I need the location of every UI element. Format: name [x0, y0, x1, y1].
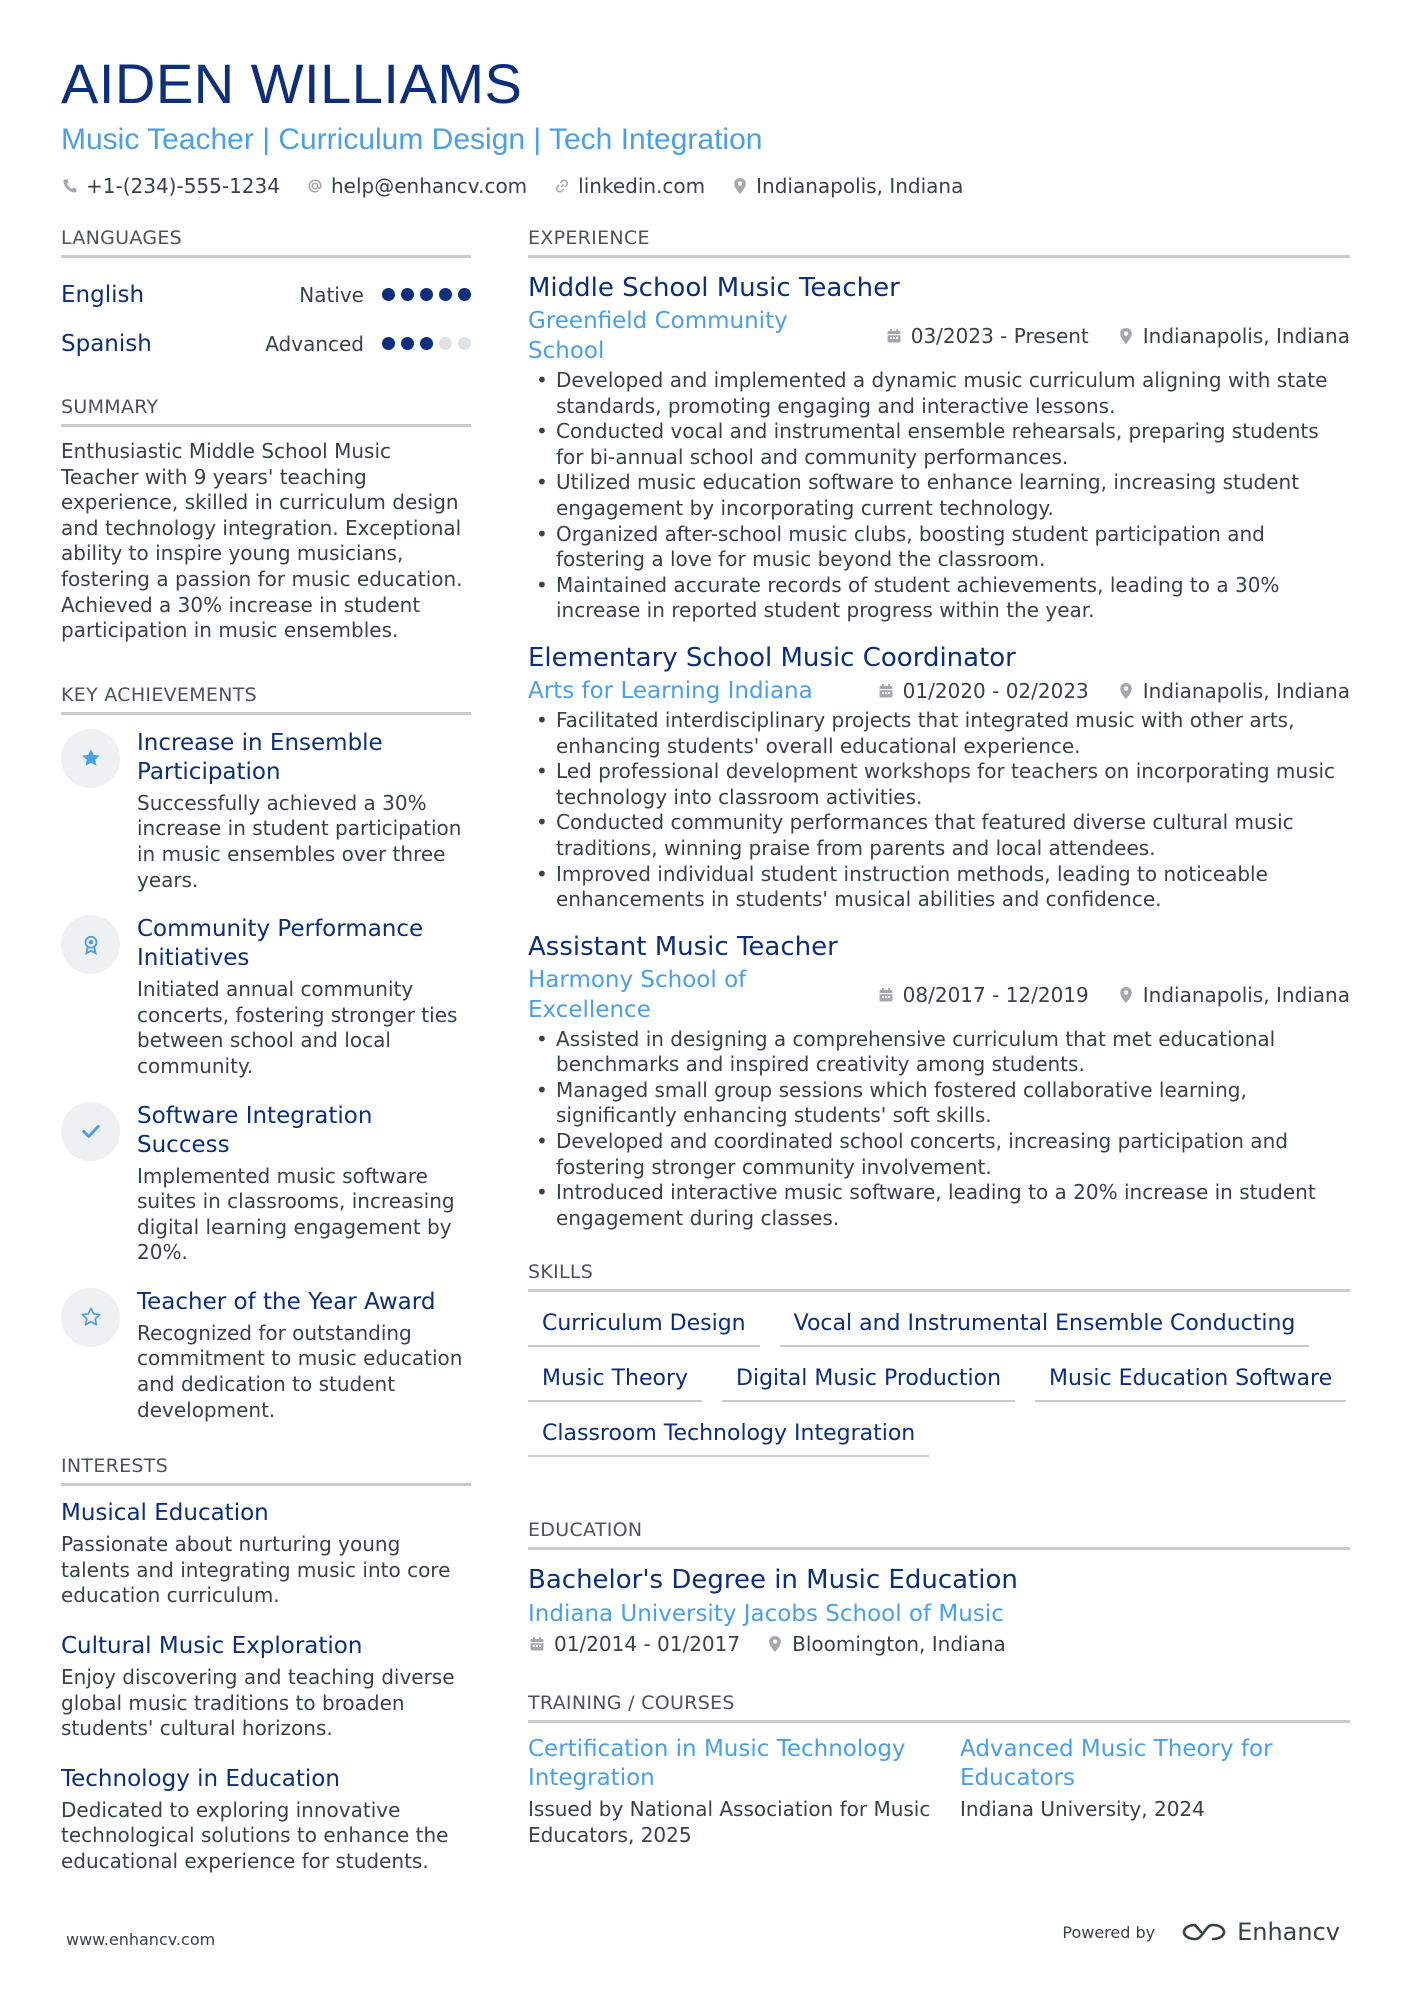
education-heading: EDUCATION: [528, 1517, 1350, 1550]
interest-desc: Dedicated to exploring innovative technological solutions to enhance the educational experience for students.: [61, 1797, 449, 1873]
interest-desc: Enjoy discovering and teaching diverse global music traditions to broaden students' cultural horizons.: [61, 1665, 455, 1741]
linkedin-text[interactable]: linkedin.com: [578, 174, 706, 198]
achievements-section: [61, 682, 471, 1424]
location-pin-icon: [1117, 682, 1135, 700]
candidate-name: AIDEN WILLIAMS: [61, 52, 523, 115]
rating-dot-filled: [401, 337, 414, 350]
job-dates: [885, 321, 1089, 351]
calendar-icon: [877, 986, 895, 1004]
summary-section: [61, 394, 471, 644]
skills-heading: SKILLS: [528, 1259, 1350, 1292]
course-item: [528, 1735, 960, 1848]
contact-phone: [61, 174, 280, 198]
right-column: [528, 225, 1350, 1849]
job-bullet: • Facilitated interdisciplinary projects that integrated music with other arts, enhancing students' overall educational experience.: [528, 708, 1350, 759]
job-bullet: • Managed small group sessions which fostered collaborative learning, significantly enhancing students' soft skills.: [528, 1078, 1350, 1129]
achievement-desc: Initiated annual community concerts, fostering stronger ties between school and local community.: [137, 977, 458, 1078]
job-location: [1117, 980, 1350, 1010]
course-title: Certification in Music Technology Integration: [528, 1736, 906, 1792]
achievement-item: [61, 1102, 471, 1266]
job-bullet: • Developed and implemented a dynamic music curriculum aligning with state standards, promoting engaging and interactive lessons.: [528, 368, 1350, 419]
achievements-heading: KEY ACHIEVEMENTS: [61, 682, 471, 715]
rating-dot-filled: [420, 288, 433, 301]
phone-icon: [61, 177, 79, 195]
email-text[interactable]: help@enhancv.com: [330, 174, 528, 198]
interest-title: Musical Education: [61, 1500, 269, 1527]
language-item: [61, 319, 471, 368]
location-pin-icon: [1117, 986, 1135, 1004]
job-dates: [877, 980, 1089, 1010]
skill-tag: Vocal and Instrumental Ensemble Conducting: [780, 1304, 1310, 1347]
skill-tag: Curriculum Design: [528, 1304, 760, 1347]
job-company: Harmony School of Excellence: [528, 966, 747, 1023]
job-meta: [528, 676, 1350, 706]
candidate-tagline: Music Teacher | Curriculum Design | Tech Integration: [61, 123, 763, 156]
rating-dot-filled: [439, 288, 452, 301]
skill-tag: Music Education Software: [1035, 1359, 1346, 1402]
job-dates: [877, 676, 1089, 706]
achievement-desc: Recognized for outstanding commitment to music education and dedication to student development.: [137, 1320, 463, 1422]
rating-dot-filled: [420, 337, 433, 350]
skill-tag: Music Theory: [528, 1359, 702, 1402]
education-section: [528, 1517, 1350, 1656]
interest-item: [61, 1631, 471, 1742]
skills-list: [528, 1304, 1350, 1457]
brand-logo[interactable]: [1181, 1918, 1340, 1946]
job-entry: [528, 640, 1350, 913]
job-bullet: • Introduced interactive music software, leading to a 20% increase in student engagement during classes.: [528, 1180, 1350, 1231]
at-sign-icon: [306, 177, 324, 195]
rating-dot-filled: [401, 288, 414, 301]
job-dates-text: 08/2017 - 12/2019: [902, 982, 1089, 1007]
job-meta: [528, 965, 1350, 1025]
language-name: English: [61, 281, 145, 308]
calendar-icon: [885, 327, 903, 345]
location-text: Indianapolis, Indiana: [756, 174, 964, 198]
award-ribbon-icon: [61, 915, 120, 974]
rating-dot-filled: [458, 288, 471, 301]
skill-tag: Classroom Technology Integration: [528, 1414, 929, 1457]
job-location-text: Indianapolis, Indiana: [1142, 678, 1350, 703]
location-pin-icon: [1117, 327, 1135, 345]
interest-item: [61, 1498, 471, 1609]
language-name: Spanish: [61, 330, 152, 357]
powered-by-label: Powered by: [1062, 1922, 1156, 1942]
footer-branding: [1062, 1918, 1340, 1946]
language-rating: [382, 337, 471, 350]
course-item: [960, 1735, 1350, 1848]
checkmark-icon: [61, 1102, 120, 1161]
interests-heading: INTERESTS: [61, 1453, 471, 1486]
contact-linkedin: [553, 174, 705, 198]
left-column: [61, 225, 471, 1897]
courses-heading: TRAINING / COURSES: [528, 1690, 1350, 1723]
job-bullet: • Conducted vocal and instrumental ensemble rehearsals, preparing students for bi-annual school and community performances.: [528, 419, 1350, 470]
job-dates-text: 01/2020 - 02/2023: [902, 678, 1089, 703]
contact-email: [306, 174, 527, 198]
job-bullet: • Led professional development workshops for teachers on incorporating music technology into classroom activities.: [528, 759, 1350, 810]
job-bullet: • Maintained accurate records of student achievements, leading to a 30% increase in reported student progress within the year.: [528, 573, 1350, 624]
job-bullets: [528, 708, 1350, 913]
job-location: [1117, 676, 1350, 706]
job-bullets: [528, 1027, 1350, 1232]
job-location-text: Indianapolis, Indiana: [1142, 324, 1350, 348]
languages-heading: LANGUAGES: [61, 225, 471, 258]
contact-location: [731, 174, 963, 198]
location-pin-icon: [731, 177, 749, 195]
job-title: Elementary School Music Coordinator: [528, 642, 1016, 673]
resume-header: [61, 48, 1361, 198]
achievement-title: Community Performance Initiatives: [137, 916, 424, 972]
education-degree: Bachelor's Degree in Music Education: [528, 1565, 1018, 1596]
education-location: [766, 1632, 1006, 1656]
rating-dot-filled: [382, 288, 395, 301]
skills-section: [528, 1259, 1350, 1457]
courses-list: [528, 1735, 1350, 1848]
education-meta: [528, 1632, 1350, 1656]
link-icon: [553, 177, 571, 195]
job-location: [1117, 321, 1350, 351]
skill-tag: Digital Music Production: [722, 1359, 1015, 1402]
interest-title: Cultural Music Exploration: [61, 1633, 363, 1660]
job-title: Middle School Music Teacher: [528, 273, 900, 303]
calendar-icon: [877, 682, 895, 700]
summary-text: Enthusiastic Middle School Music Teacher with 9 years' teaching experience, skilled in curriculum design and technology integration. Exceptional ability to inspire young musicians, fostering a passion for music education. Achieved a 30% increase in student participation in music ensembles.: [61, 439, 463, 643]
phone-text[interactable]: +1-(234)-555-1234: [86, 174, 280, 198]
job-bullets: [528, 368, 1350, 624]
job-bullet: • Improved individual student instruction methods, leading to noticeable enhancements in students' musical abilities and confidence.: [528, 862, 1350, 913]
job-entry: [528, 270, 1350, 624]
interest-desc: Passionate about nurturing young talents and integrating music into core education curriculum.: [61, 1532, 451, 1608]
job-bullet: • Conducted community performances that featured diverse cultural music traditions, winning praise from parents and local attendees.: [528, 810, 1350, 861]
job-bullet: • Assisted in designing a comprehensive curriculum that met educational benchmarks and inspired creativity among students.: [528, 1027, 1350, 1078]
education-dates: [528, 1632, 740, 1656]
job-title: Assistant Music Teacher: [528, 931, 838, 962]
language-level: Native: [299, 282, 364, 307]
enhancv-logo-icon: [1181, 1920, 1227, 1944]
achievement-item: [61, 729, 471, 893]
achievement-title: Software Integration Success: [137, 1102, 373, 1158]
education-dates-text: 01/2014 - 01/2017: [554, 1632, 741, 1657]
job-company: Arts for Learning Indiana: [528, 677, 813, 704]
language-level: Advanced: [265, 331, 364, 356]
education-location-text: Bloomington, Indiana: [792, 1632, 1006, 1657]
experience-section: [528, 225, 1350, 1231]
achievement-title: Teacher of the Year Award: [137, 1288, 436, 1315]
achievement-item: [61, 915, 471, 1079]
rating-dot-empty: [458, 337, 471, 350]
achievement-item: [61, 1288, 471, 1423]
rating-dot-empty: [439, 337, 452, 350]
interests-section: [61, 1453, 471, 1874]
course-title: Advanced Music Theory for Educators: [960, 1736, 1273, 1792]
footer-website[interactable]: www.enhancv.com: [66, 1930, 216, 1949]
job-meta: [528, 306, 1350, 366]
brand-name: Enhancv: [1237, 1918, 1340, 1946]
job-company: Greenfield Community School: [528, 308, 788, 364]
achievement-desc: Implemented music software suites in classrooms, increasing digital learning engagement by 20%.: [137, 1163, 455, 1265]
contact-info: [61, 174, 1361, 198]
job-entry: [528, 929, 1350, 1232]
education-school: Indiana University Jacobs School of Music: [528, 1601, 1004, 1628]
languages-section: [61, 225, 471, 368]
job-location-text: Indianapolis, Indiana: [1142, 982, 1350, 1007]
achievement-title: Increase in Ensemble Participation: [137, 729, 383, 785]
summary-heading: SUMMARY: [61, 394, 471, 427]
calendar-icon: [528, 1635, 546, 1653]
rating-dot-filled: [382, 337, 395, 350]
job-dates-text: 03/2023 - Present: [910, 324, 1089, 348]
interest-title: Technology in Education: [61, 1765, 340, 1792]
course-desc: Indiana University, 2024: [960, 1797, 1205, 1822]
location-pin-icon: [766, 1635, 784, 1653]
job-bullet: • Utilized music education software to enhance learning, increasing student engagement by incorporating current technology.: [528, 470, 1350, 521]
interest-item: [61, 1764, 471, 1875]
achievement-desc: Successfully achieved a 30% increase in student participation in music ensembles over three years.: [137, 790, 462, 892]
courses-section: [528, 1690, 1350, 1848]
language-item: [61, 270, 471, 319]
job-bullet: • Developed and coordinated school concerts, increasing participation and fostering stronger community involvement.: [528, 1129, 1350, 1180]
star-filled-icon: [61, 729, 120, 788]
star-outline-icon: [61, 1288, 120, 1347]
experience-heading: EXPERIENCE: [528, 225, 1350, 258]
course-desc: Issued by National Association for Music Educators, 2025: [528, 1797, 931, 1848]
job-bullet: • Organized after-school music clubs, boosting student participation and fostering a love for music beyond the classroom.: [528, 522, 1350, 573]
language-rating: [382, 288, 471, 301]
